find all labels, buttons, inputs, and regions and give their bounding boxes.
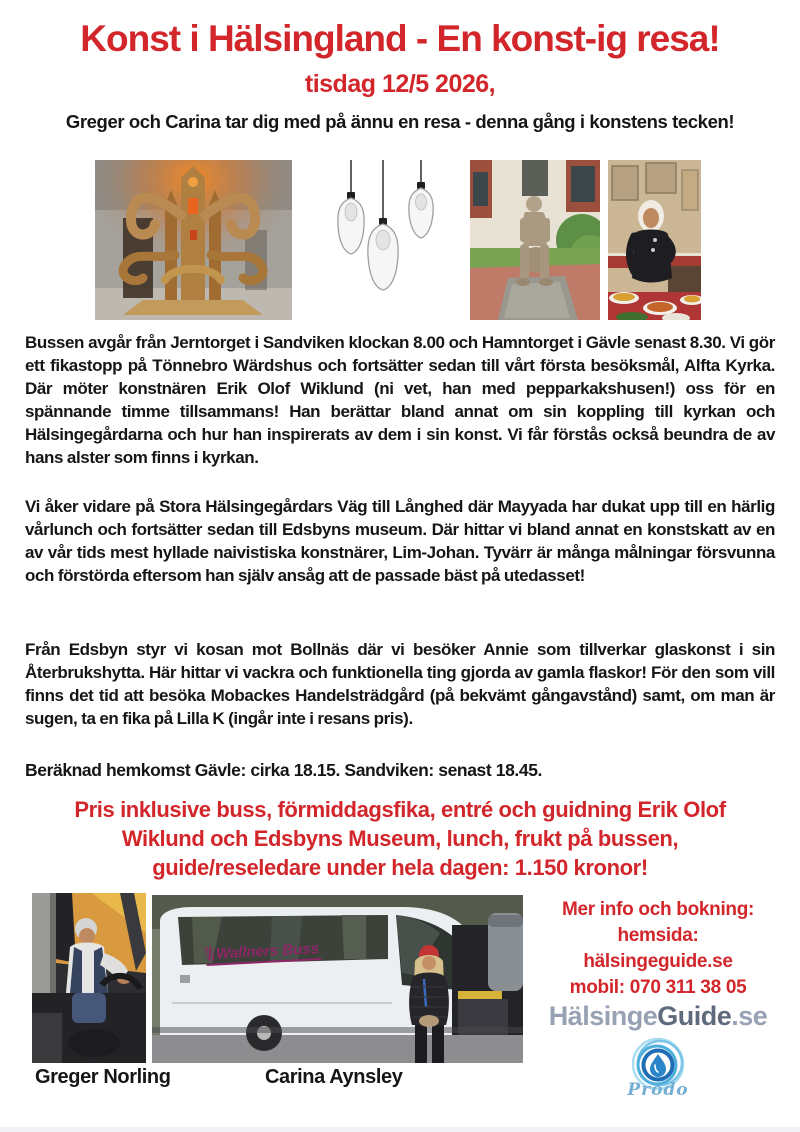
date-line: tisdag 12/5 2026, <box>304 70 496 98</box>
caption-carina-aynsley: Carina Aynsley <box>265 1066 403 1088</box>
bus-brand-text: Wallners Buss <box>206 940 322 966</box>
contact-phone: mobil: 070 311 38 05 <box>569 977 747 998</box>
price-line-2: Wiklund och Edsbyns Museum, lunch, frukt på bussen, <box>121 826 679 851</box>
arrival-line: Beräknad hemkomst Gävle: cirka 18.15. Sandviken: senast 18.45. <box>25 760 543 780</box>
page-title: Konst i Hälsingland - En konst-ig resa! <box>80 18 720 59</box>
contact-website-label: hemsida: <box>617 925 699 946</box>
price-block <box>0 795 800 882</box>
buffet-host-art <box>608 160 701 320</box>
gingerbread-sculpture-art <box>95 160 292 320</box>
price-line-1: Pris inklusive buss, förmiddagsfika, entré och guidning Erik Olof <box>74 797 726 822</box>
page-bottom-edge <box>0 1127 800 1132</box>
bus-art <box>152 895 523 1063</box>
caption-greger-norling: Greger Norling <box>35 1066 171 1088</box>
contact-block <box>538 897 778 1001</box>
photo-glass-pendant-lights <box>307 160 457 320</box>
photo-driver-greger <box>32 893 146 1063</box>
photo-buffet-host <box>608 160 701 320</box>
price-line-3: guide/reseledare under hela dagen: 1.150 kronor! <box>152 855 648 880</box>
statue-art <box>470 160 600 320</box>
paragraph-itinerary-1: Bussen avgår från Jerntorget i Sandviken klockan 8.00 och Hamntorget i Gävle senast 8.30. Vi gör ett fikastopp på Tönnebro Wärdshus och fortsätter sedan till vårt första besöksmål, Alfta Kyrka. Där möter konstnären Erik Olof Wiklund (ni vet, han med pepparkakshusen!) oss för en spännande timme tillsammans! Han berättar bland annat om sin koppling till kyrkan och Hälsingegårdarna och hur han inspirerats av dem i sin konst. Vi får förstås också beundra de av hans alster som finns i kyrkan. <box>25 333 775 467</box>
photo-bronze-statue <box>470 160 600 320</box>
logo-part-se: .se <box>731 1001 768 1031</box>
paragraph-itinerary-2: Vi åker vidare på Stora Hälsingegårdars Väg till Långhed där Mayyada har dukat upp till en härlig vårlunch och fortsätter sedan till Edsbyns museum. Där hittar vi bland annat en konstskatt av en av vår tids mest hyllade naivistiska konstnärer, Lim-Johan. Tyvärr är många målningar försvunna och förstörda eftersom han själv ansåg att de passade bäst på utedasset! <box>25 497 775 585</box>
contact-website-url: hälsingeguide.se <box>583 951 733 972</box>
paragraph-itinerary-3: Från Edsbyn styr vi kosan mot Bollnäs där vi besöker Annie som tillverkar glaskonst i sin Återbrukshytta. Här hittar vi vackra och funktionella ting gjorda av gamla flaskor! För den som vill finns det tid att besöka Mobackes Handelsträdgård (på bekvämt gångavstånd) samt, om man är sugen, ta en fika på Lilla K (ingår inte i resans pris). <box>25 640 775 728</box>
photo-gingerbread-sculpture <box>95 160 292 320</box>
logo-part-halsinge: Hälsinge <box>548 1001 658 1031</box>
driver-art <box>32 893 146 1063</box>
intro-line: Greger och Carina tar dig med på ännu en resa - denna gång i konstens tecken! <box>65 111 735 132</box>
prodo-wordmark: Prodo <box>627 1080 689 1100</box>
halsingeguide-logo <box>538 1001 778 1032</box>
contact-heading: Mer info och bokning: <box>561 899 755 920</box>
photo-wallners-bus <box>152 895 523 1063</box>
pendant-lights-art <box>307 160 457 320</box>
logo-part-guide: Guide <box>657 1001 732 1031</box>
